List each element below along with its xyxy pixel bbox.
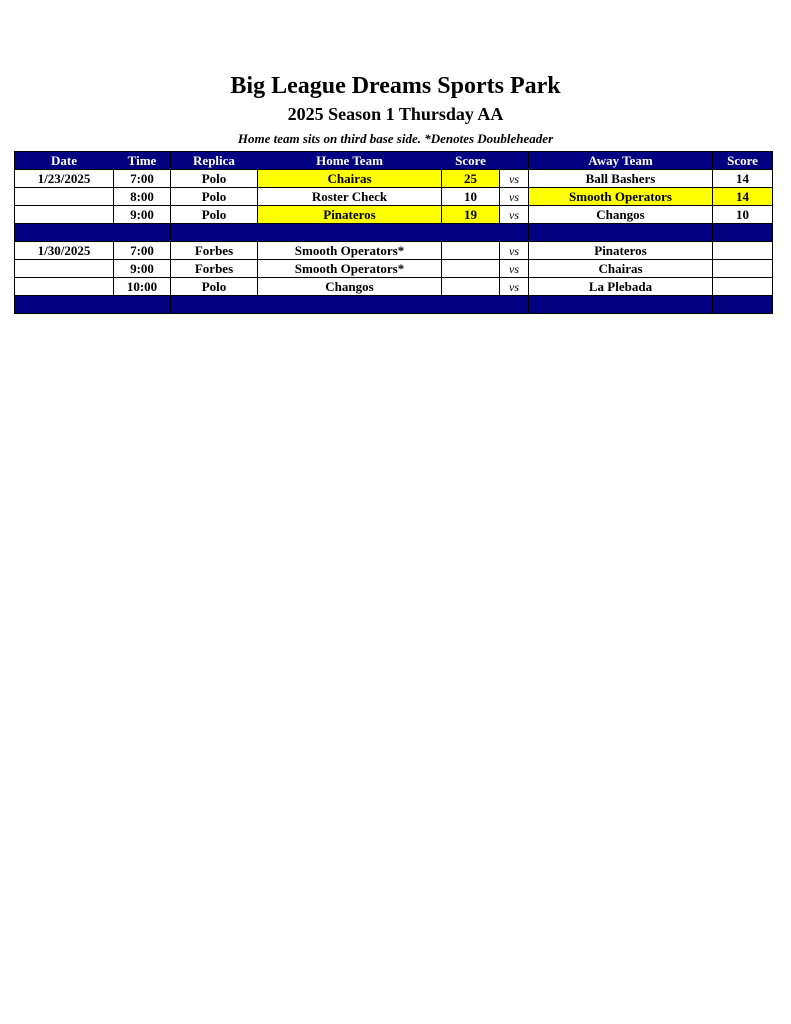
col-header-home-team: Home Team [258,152,442,170]
game-date [15,278,114,296]
col-header-time: Time [114,152,171,170]
separator-cell [529,296,713,314]
col-header-replica: Replica [171,152,258,170]
away-team: Chairas [529,260,713,278]
versus-label: vs [500,170,529,188]
separator-cell [500,224,529,242]
versus-label: vs [500,188,529,206]
game-date [15,206,114,224]
schedule-table [14,151,773,314]
home-score: 25 [442,170,500,188]
game-field: Forbes [171,242,258,260]
home-team: Smooth Operators* [258,260,442,278]
col-header-home-score: Score [442,152,500,170]
versus-label: vs [500,242,529,260]
schedule-body [15,170,773,314]
away-team: Pinateros [529,242,713,260]
game-field: Polo [171,278,258,296]
separator-cell [258,296,442,314]
game-field: Forbes [171,260,258,278]
versus-label: vs [500,206,529,224]
away-score [713,260,773,278]
game-row [15,188,773,206]
col-header-date: Date [15,152,114,170]
versus-label: vs [500,278,529,296]
week-separator-row [15,224,773,242]
separator-cell [15,224,114,242]
game-date [15,260,114,278]
separator-cell [442,296,500,314]
game-time: 9:00 [114,206,171,224]
away-team: Ball Bashers [529,170,713,188]
separator-cell [171,296,258,314]
home-score [442,242,500,260]
game-date [15,188,114,206]
home-team: Smooth Operators* [258,242,442,260]
game-field: Polo [171,206,258,224]
home-team: Changos [258,278,442,296]
away-score: 14 [713,170,773,188]
away-team: Changos [529,206,713,224]
away-team: Smooth Operators [529,188,713,206]
col-header-away-score: Score [713,152,773,170]
header-row [15,152,773,170]
game-time: 8:00 [114,188,171,206]
col-header-vs [500,152,529,170]
page-title: Big League Dreams Sports Park [230,73,561,99]
game-time: 10:00 [114,278,171,296]
versus-label: vs [500,260,529,278]
separator-cell [258,224,442,242]
season-subtitle: 2025 Season 1 Thursday AA [287,104,504,124]
game-time: 7:00 [114,242,171,260]
separator-cell [114,224,171,242]
separator-cell [500,296,529,314]
home-score [442,278,500,296]
away-score [713,242,773,260]
week-separator-row [15,296,773,314]
schedule-note: Home team sits on third base side. *Denotes Doubleheader [237,131,554,146]
home-team: Chairas [258,170,442,188]
separator-cell [713,296,773,314]
game-date: 1/23/2025 [15,170,114,188]
game-row [15,170,773,188]
home-score: 19 [442,206,500,224]
game-field: Polo [171,170,258,188]
game-row [15,278,773,296]
separator-cell [15,296,114,314]
home-team: Pinateros [258,206,442,224]
separator-cell [713,224,773,242]
game-row [15,206,773,224]
away-score [713,278,773,296]
game-time: 7:00 [114,170,171,188]
away-team: La Plebada [529,278,713,296]
game-row [15,242,773,260]
game-field: Polo [171,188,258,206]
col-header-away-team: Away Team [529,152,713,170]
separator-cell [529,224,713,242]
home-team: Roster Check [258,188,442,206]
home-score [442,260,500,278]
home-score: 10 [442,188,500,206]
game-date: 1/30/2025 [15,242,114,260]
game-time: 9:00 [114,260,171,278]
away-score: 14 [713,188,773,206]
game-row [15,260,773,278]
separator-cell [442,224,500,242]
separator-cell [171,224,258,242]
separator-cell [114,296,171,314]
away-score: 10 [713,206,773,224]
